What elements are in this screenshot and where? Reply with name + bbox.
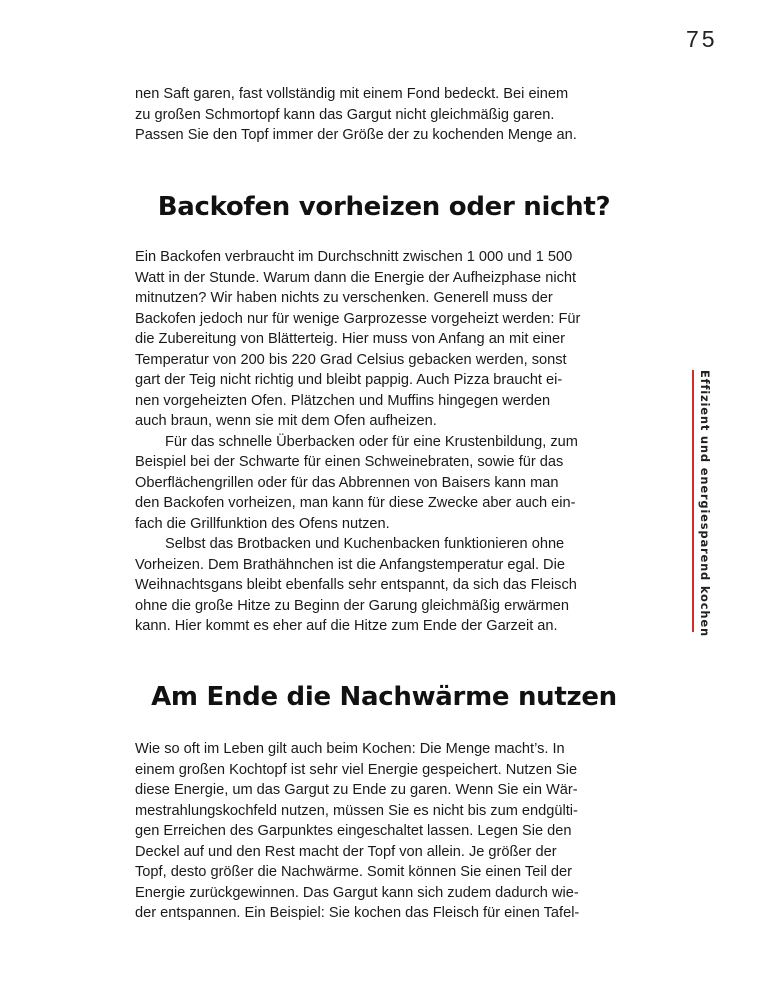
text-line: Topf, desto größer die Nachwärme. Somit können Sie einen Teil der: [135, 864, 572, 880]
section-heading-nachwaerme: Am Ende die Nachwärme nutzen: [151, 682, 617, 712]
text-line: Watt in der Stunde. Warum dann die Energie der Aufheizphase nicht: [135, 269, 577, 286]
text-line: Backofen jedoch nur für wenige Garprozesse vorgeheizt werden: Für: [135, 310, 581, 327]
text-line: mitnutzen? Wir haben nichts zu verschenken. Generell muss der: [135, 290, 553, 306]
text-line: Deckel auf und den Rest macht der Topf von allein. Je größer der: [135, 843, 557, 860]
text-line: der entspannen. Ein Beispiel: Sie kochen das Fleisch für einen Tafel-: [135, 905, 580, 921]
text-line: Temperatur von 200 bis 220 Grad Celsius gebacken werden, sonst: [135, 351, 567, 368]
text-line: Weihnachtsgans bleibt ebenfalls sehr entspannt, da sich das Fleisch: [135, 577, 577, 593]
text-line: Oberflächengrillen oder für das Abbrennen von Baisers kann man: [135, 474, 559, 491]
text-line: nen Saft garen, fast vollständig mit einem Fond bedeckt. Bei einem: [135, 86, 569, 102]
paragraph: [135, 432, 633, 535]
text-line: Für das schnelle Überbacken oder für eine Krustenbildung, zum: [165, 433, 578, 450]
section-body-backofen: [135, 247, 633, 637]
text-line: ohne die große Hitze zu Beginn der Garung gleichmäßig erwärmen: [135, 597, 569, 614]
text-line: Beispiel bei der Schwarte für einen Schweinebraten, sowie für das: [135, 454, 564, 470]
paragraph: [135, 247, 633, 432]
text-line: die Zubereitung von Blätterteig. Hier muss von Anfang an mit einer: [135, 331, 565, 347]
chapter-side-tab: [692, 370, 714, 637]
paragraph: [135, 534, 633, 637]
chapter-title: Effizient und energiesparend kochen: [698, 370, 712, 637]
text-line: kann. Hier kommt es eher auf die Hitze zum Ende der Garzeit an.: [135, 618, 558, 634]
text-line: gart der Teig nicht richtig und bleibt pappig. Auch Pizza braucht ei-: [135, 372, 563, 388]
text-line: auch braun, wenn sie mit dem Ofen aufheizen.: [135, 413, 437, 429]
text-line: mestrahlungskochfeld nutzen, müssen Sie es nicht bis zum endgülti-: [135, 802, 578, 819]
text-line: zu großen Schmortopf kann das Gargut nicht gleichmäßig garen.: [135, 106, 555, 123]
text-line: fach die Grillfunktion des Ofens nutzen.: [135, 515, 390, 532]
section-body-nachwaerme: [135, 739, 633, 924]
paragraph: [135, 739, 633, 924]
section-heading-backofen: Backofen vorheizen oder nicht?: [157, 192, 611, 222]
text-line: Energie zurückgewinnen. Das Gargut kann sich zudem dadurch wie-: [135, 884, 579, 901]
text-line: gen Erreichen des Garpunktes eingeschaltet lassen. Legen Sie den: [135, 823, 572, 839]
text-line: einem großen Kochtopf ist sehr viel Energie gespeichert. Nutzen Sie: [135, 761, 578, 778]
text-line: Passen Sie den Topf immer der Größe der zu kochenden Menge an.: [135, 127, 577, 143]
accent-rule: [692, 370, 694, 632]
text-line: Vorheizen. Dem Brathähnchen ist die Anfangstemperatur egal. Die: [135, 556, 565, 573]
text-line: den Backofen vorheizen, man kann für diese Zwecke aber auch ein-: [135, 495, 576, 511]
text-line: Selbst das Brotbacken und Kuchenbacken funktionieren ohne: [165, 536, 565, 552]
text-line: Wie so oft im Leben gilt auch beim Kochen: Die Menge macht’s. In: [135, 741, 565, 757]
text-line: diese Energie, um das Gargut zu Ende zu garen. Wenn Sie ein Wär-: [135, 782, 578, 798]
text-line: nen vorgeheizten Ofen. Plätzchen und Muffins hingegen werden: [135, 392, 551, 409]
text-line: Ein Backofen verbraucht im Durchschnitt zwischen 1 000 und 1 500: [135, 249, 573, 265]
page-number: 75: [686, 26, 718, 52]
intro-paragraph: [135, 84, 633, 146]
